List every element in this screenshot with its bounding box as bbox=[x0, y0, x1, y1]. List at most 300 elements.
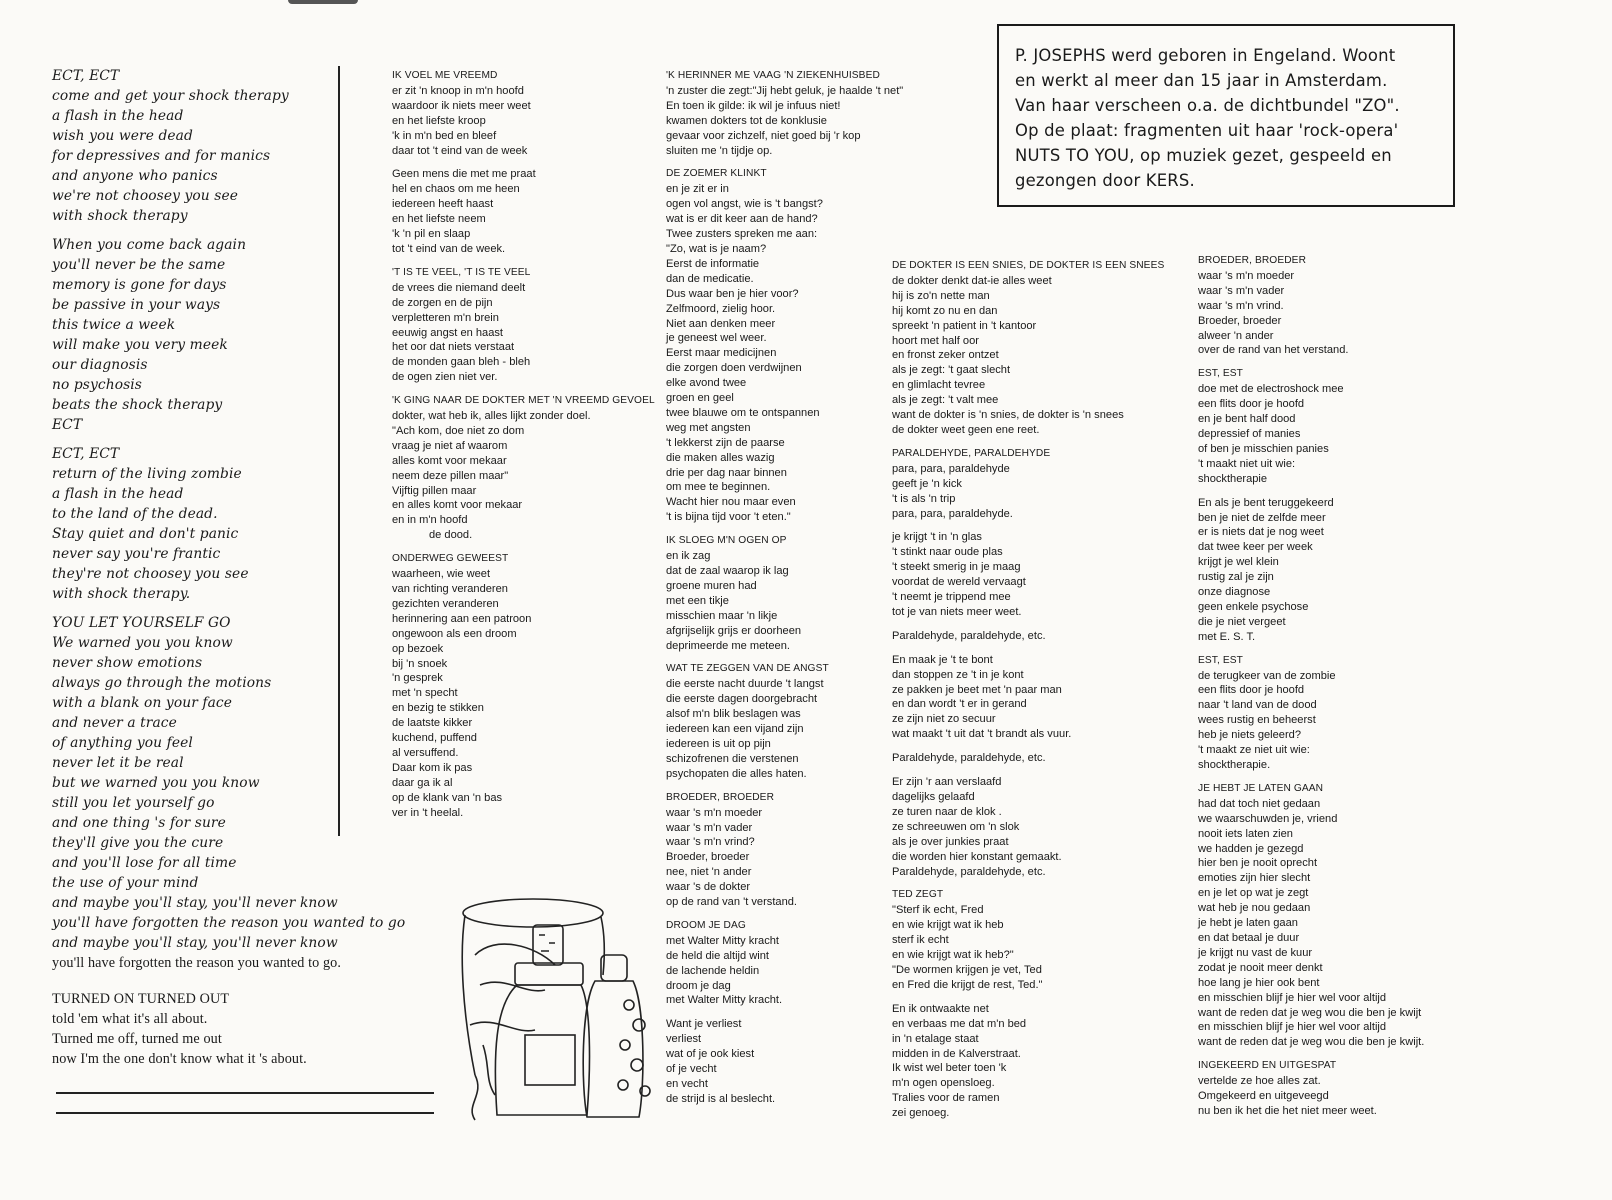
lyric-line: afgrijselijk grijs er doorheen bbox=[666, 624, 802, 637]
lyric-line: de monden gaan bleh - bleh bbox=[392, 356, 531, 369]
lyric-line: Broeder, broeder bbox=[666, 851, 750, 864]
lyric-line: gevaar voor zichzelf, niet goed bij 'r kop bbox=[666, 129, 861, 142]
lyric-line: alsof m'n blik beslagen was bbox=[666, 708, 801, 721]
lyric-line: geeft je 'n kick bbox=[892, 477, 962, 490]
lyric-line: de zorgen en de pijn bbox=[392, 296, 493, 309]
lyric-line: zei genoeg. bbox=[892, 1107, 950, 1120]
lyric-line: waar 's m'n moeder bbox=[1198, 269, 1295, 282]
lyric-line: ben je niet de zelfde meer bbox=[1198, 511, 1326, 524]
lyric-line: Ik wist wel beter toen 'k bbox=[892, 1062, 1007, 1075]
lyric-line: beats the shock therapy bbox=[52, 397, 223, 413]
lyric-line: of ben je misschien panies bbox=[1198, 442, 1329, 455]
lyric-line: 't is als 'n trip bbox=[892, 492, 956, 505]
lyric-line: kwamen dokters tot de konklusie bbox=[666, 114, 827, 127]
lyric-line: never show emotions bbox=[52, 655, 203, 671]
lyric-line: en je bent half dood bbox=[1198, 413, 1296, 426]
lyric-line: daar ga ik al bbox=[392, 776, 453, 789]
stanza bbox=[892, 888, 1222, 992]
lyric-line: Daar kom ik pas bbox=[392, 761, 473, 774]
lyric-line: hier ben je nooit oprecht bbox=[1198, 857, 1318, 870]
stanza-heading: EST, EST bbox=[1198, 654, 1243, 666]
lyric-line: always go through the motions bbox=[52, 675, 272, 691]
lyric-line: the use of your mind bbox=[52, 875, 199, 891]
lyric-line: de vrees die niemand deelt bbox=[392, 281, 526, 294]
bottom-rule bbox=[56, 1092, 434, 1094]
lyric-line: with shock therapy. bbox=[52, 586, 191, 602]
lyric-line: come and get your shock therapy bbox=[52, 88, 289, 104]
lyric-line: met een tikje bbox=[666, 594, 729, 607]
lyric-line: spreekt 'n patient in 't kantoor bbox=[892, 319, 1037, 332]
lyric-line: je krijgt 't in 'n glas bbox=[892, 531, 982, 544]
lyric-line: waar 's m'n vrind. bbox=[1198, 299, 1284, 312]
lyric-line: en misschien blijf je hier wel voor altijd bbox=[1198, 1021, 1387, 1034]
author-info-box bbox=[997, 24, 1455, 207]
lyric-line: never say you're frantic bbox=[52, 546, 221, 562]
stanza bbox=[52, 989, 472, 1069]
lyric-line: hij komt zo nu en dan bbox=[892, 304, 998, 317]
info-line: Op de plaat: fragmenten uit haar 'rock-opera' bbox=[1015, 121, 1399, 140]
lyric-line: Want je verliest bbox=[666, 1018, 742, 1031]
stanza-heading: 'T IS TE VEEL, 'T IS TE VEEL bbox=[392, 266, 531, 278]
lyric-line: over de rand van het verstand. bbox=[1198, 344, 1349, 357]
lyric-line: for depressives and for manics bbox=[52, 148, 271, 164]
lyric-line: de laatste kikker bbox=[392, 717, 473, 730]
lyric-line: een flits door je hoofd bbox=[1198, 684, 1305, 697]
lyric-line: and never a trace bbox=[52, 715, 177, 731]
lyric-line: de ogen zien niet ver. bbox=[392, 371, 498, 384]
lyric-line: they're not choosey you see bbox=[52, 566, 249, 582]
lyric-line: be passive in your ways bbox=[52, 297, 221, 313]
lyric-line: and anyone who panics bbox=[52, 168, 218, 184]
lyric-line: je hebt je laten gaan bbox=[1198, 917, 1298, 930]
info-line: P. JOSEPHS werd geboren in Engeland. Woont bbox=[1015, 46, 1396, 65]
stanza bbox=[392, 266, 662, 385]
stanza bbox=[892, 530, 1222, 619]
lyric-line: dat de zaal waarop ik lag bbox=[666, 565, 789, 577]
lyric-line: 'k in m'n bed en bleef bbox=[392, 129, 497, 142]
lyric-line: 't neemt je trippend mee bbox=[892, 591, 1011, 604]
lyric-line: wish you were dead bbox=[52, 128, 193, 144]
stanza-heading: BROEDER, BROEDER bbox=[1198, 255, 1307, 266]
lyric-line: elke avond twee bbox=[666, 377, 747, 390]
lyric-line: heb je niets geleerd? bbox=[1198, 729, 1302, 742]
lyric-line: en in m'n hoofd bbox=[392, 514, 468, 527]
stanza bbox=[1198, 496, 1498, 645]
lyric-line: en fronst zeker ontzet bbox=[892, 349, 999, 362]
lyric-line: we waarschuwden je, vriend bbox=[1198, 812, 1338, 825]
lyric-line: ogen vol angst, wie is 't bangst? bbox=[666, 198, 823, 211]
lyric-line: er is niets dat je nog weet bbox=[1198, 526, 1324, 539]
stanza-heading: IK VOEL ME VREEMD bbox=[392, 70, 498, 81]
lyric-line: our diagnosis bbox=[52, 357, 148, 373]
stanza-heading: 'K HERINNER ME VAAG 'N ZIEKENHUISBED bbox=[666, 70, 880, 81]
lyric-line: misschien maar 'n likje bbox=[666, 609, 778, 622]
lyric-line: en dan wordt 't er in gerand bbox=[892, 698, 1027, 711]
stanza bbox=[392, 69, 662, 158]
lyric-line: een flits door je hoofd bbox=[1198, 398, 1305, 411]
lyric-line: dokter, wat heb ik, alles lijkt zonder doel. bbox=[392, 410, 591, 423]
lyric-line: gezichten veranderen bbox=[392, 597, 499, 610]
info-line: gezongen door KERS. bbox=[1015, 171, 1195, 190]
lyric-line: die eerste dagen doorgebracht bbox=[666, 693, 818, 706]
lyric-line: waar 's de dokter bbox=[666, 881, 751, 894]
lyric-line: hoe lang je hier ook bent bbox=[1198, 976, 1320, 989]
lyric-line: twee blauwe om te ontspannen bbox=[666, 406, 820, 419]
lyric-line: iedereen is uit op pijn bbox=[666, 737, 771, 750]
dutch-lyrics-column-4 bbox=[1198, 254, 1498, 1128]
lyric-line: ze schreeuwen om 'n slok bbox=[892, 820, 1020, 833]
lyric-line: 'k 'n pil en slaap bbox=[392, 228, 471, 241]
lyric-line: dan stoppen ze 't in je kont bbox=[892, 668, 1024, 681]
lyric-line: herinnering aan een patroon bbox=[392, 612, 532, 625]
lyric-line: en je let op wat je zegt bbox=[1198, 887, 1309, 900]
lyric-line: no psychosis bbox=[52, 377, 142, 393]
lyric-line: en verbaas me dat m'n bed bbox=[892, 1017, 1027, 1030]
lyric-line: 'n gesprek bbox=[392, 672, 443, 685]
lyric-line: en dat betaal je duur bbox=[1198, 931, 1300, 944]
lyric-line: waar 's m'n vader bbox=[666, 821, 753, 834]
lyric-line: met E. S. T. bbox=[1198, 630, 1256, 643]
lyric-line: drie per dag naar binnen bbox=[666, 466, 787, 479]
lyric-line: we're not choosey you see bbox=[52, 188, 238, 204]
lyric-line: want de dokter is 'n snies, de dokter is 'n snees bbox=[892, 409, 1124, 422]
lyric-line: die je niet vergeet bbox=[1198, 615, 1286, 628]
lyric-line: Stay quiet and don't panic bbox=[52, 526, 239, 542]
stanza-heading: DE DOKTER IS EEN SNIES, DE DOKTER IS EEN SNEES bbox=[892, 260, 1165, 271]
lyric-line: a flash in the head bbox=[52, 108, 184, 124]
lyric-line: hel en chaos om me heen bbox=[392, 183, 520, 196]
lyric-line: now I'm the one don't know what it 's about. bbox=[52, 1051, 307, 1067]
lyric-line: en je zit er in bbox=[666, 183, 729, 196]
lyric-line: voordat de wereld vervaagt bbox=[892, 576, 1026, 589]
stanza bbox=[892, 775, 1222, 879]
lyric-line: wat is er dit keer aan de hand? bbox=[666, 213, 818, 226]
stanza-heading: DROOM JE DAG bbox=[666, 919, 746, 931]
lyric-line: en ik zag bbox=[666, 550, 711, 563]
lyric-line: bij 'n snoek bbox=[392, 657, 448, 670]
lyric-line: psychopaten die alles haten. bbox=[666, 767, 807, 780]
lyric-line: Eerst maar medicijnen bbox=[666, 347, 777, 360]
lyric-line: nee, niet 'n ander bbox=[666, 866, 752, 879]
lyric-line: groen en geel bbox=[666, 392, 734, 405]
lyric-line: 't maakt ze niet uit wie: bbox=[1198, 744, 1310, 757]
lyric-line: als je zegt: 't gaat slecht bbox=[892, 364, 1011, 377]
lyric-line: Wacht hier nou maar even bbox=[666, 496, 796, 509]
lyric-line: still you let yourself go bbox=[52, 795, 215, 811]
lyric-line: als je over junkies praat bbox=[892, 835, 1009, 848]
lyric-line: verliest bbox=[666, 1033, 702, 1046]
stanza-heading: 'K GING NAAR DE DOKTER MET 'N VREEMD GEVOEL bbox=[392, 395, 655, 407]
stanza-heading: TED ZEGT bbox=[892, 889, 944, 901]
medicine-bottles-drawing-icon bbox=[455, 895, 665, 1125]
lyric-line: never let it be real bbox=[52, 755, 184, 771]
lyric-line: told 'em what it's all about. bbox=[52, 1011, 208, 1027]
stanza-heading: TURNED ON TURNED OUT bbox=[52, 991, 230, 1007]
lyric-line: nooit iets laten zien bbox=[1198, 827, 1293, 840]
stanza-heading: PARALDEHYDE, PARALDEHYDE bbox=[892, 447, 1051, 459]
lyric-line: ze turen naar de klok . bbox=[892, 805, 1002, 818]
stanza-heading: EST, EST bbox=[1198, 368, 1243, 380]
lyric-line: depressief of manies bbox=[1198, 427, 1301, 440]
lyric-line: en bezig te stikken bbox=[392, 702, 484, 715]
lyric-line: 't maakt niet uit wie: bbox=[1198, 457, 1296, 470]
lyric-line: droom je dag bbox=[666, 979, 731, 992]
lyric-line: al versuffend. bbox=[392, 746, 459, 759]
lyric-line: En ik ontwaakte net bbox=[892, 1002, 989, 1015]
stanza bbox=[892, 751, 1222, 766]
lyric-line: alles komt voor mekaar bbox=[392, 454, 507, 467]
stanza bbox=[892, 629, 1222, 644]
lyric-line: het oor dat niets verstaat bbox=[392, 341, 515, 354]
lyric-line: sluiten me 'n tijdje op. bbox=[666, 144, 773, 157]
lyric-line: sterf ik echt bbox=[892, 934, 949, 947]
stanza bbox=[392, 552, 662, 820]
info-line: Van haar verscheen o.a. de dichtbundel "ZO". bbox=[1015, 96, 1400, 115]
lyric-line: de terugkeer van de zombie bbox=[1198, 669, 1336, 682]
lyric-line: shocktherapie bbox=[1198, 472, 1268, 485]
lyric-line: groene muren had bbox=[666, 579, 757, 592]
stanza-heading: BROEDER, BROEDER bbox=[666, 791, 775, 803]
lyric-line: of anything you feel bbox=[52, 735, 193, 751]
lyric-line: you'll have forgotten the reason you wanted to go. bbox=[52, 955, 342, 971]
lyric-line: want de reden dat je weg wou die ben je kwijt. bbox=[1198, 1036, 1425, 1049]
lyric-line: er zit 'n knoop in m'n hoofd bbox=[392, 84, 524, 97]
lyric-line: en het liefste neem bbox=[392, 213, 486, 226]
lyric-line: Dus waar ben je hier voor? bbox=[666, 287, 799, 300]
stanza bbox=[666, 69, 986, 158]
lyric-line: En als je bent teruggekeerd bbox=[1198, 496, 1334, 509]
lyric-line: Zelfmoord, zielig hoor. bbox=[666, 302, 776, 315]
lyric-line: de strijd is al beslecht. bbox=[666, 1092, 776, 1105]
lyric-line: dat twee keer per week bbox=[1198, 541, 1313, 554]
lyric-line: wat of je ook kiest bbox=[666, 1048, 755, 1061]
lyric-line: kuchend, puffend bbox=[392, 732, 477, 745]
lyric-line: die worden hier konstant gemaakt. bbox=[892, 850, 1062, 863]
lyric-line: 't steekt smerig in je maag bbox=[892, 561, 1021, 574]
lyric-line: ze pakken je beet met 'n paar man bbox=[892, 683, 1062, 696]
lyric-line: waar 's m'n moeder bbox=[666, 806, 763, 819]
lyric-line: wees rustig en beheerst bbox=[1198, 714, 1316, 727]
bottom-rule bbox=[56, 1112, 434, 1114]
dutch-lyrics-column-3 bbox=[892, 259, 1222, 1130]
lyric-line: verpletteren m'n brein bbox=[392, 311, 499, 324]
stanza bbox=[892, 653, 1222, 742]
lyric-line: 't lekkerst zijn de paarse bbox=[666, 436, 785, 449]
lyric-line: "Zo, wat is je naam? bbox=[666, 242, 767, 255]
lyric-line: van richting veranderen bbox=[392, 583, 508, 595]
lyric-line: naar 't land van de dood bbox=[1198, 699, 1317, 712]
column-divider bbox=[338, 66, 340, 836]
lyric-line: vraag je niet af waarom bbox=[392, 439, 508, 452]
lyric-line: nu ben ik het die het niet meer weet. bbox=[1198, 1104, 1377, 1117]
lyric-line: krijgt je wel klein bbox=[1198, 556, 1279, 569]
lyric-line: ze zijn niet zo secuur bbox=[892, 713, 996, 726]
lyric-line: but we warned you you know bbox=[52, 775, 260, 791]
lyric-line: "De wormen krijgen je vet, Ted bbox=[892, 963, 1042, 976]
stanza bbox=[892, 259, 1222, 438]
lyric-line: Tralies voor de ramen bbox=[892, 1092, 1000, 1105]
lyric-line: you'll never be the same bbox=[52, 257, 226, 273]
lyric-line: they'll give you the cure bbox=[52, 835, 224, 851]
lyric-line: tot je van niets meer weet. bbox=[892, 605, 1022, 618]
lyric-line: para, para, paraldehyde. bbox=[892, 507, 1013, 520]
lyric-line: wat maakt 't uit dat 't brandt als vuur. bbox=[892, 728, 1072, 741]
lyric-line: op de klank van 'n bas bbox=[392, 791, 503, 804]
lyric-line: doe met de electroshock mee bbox=[1198, 383, 1344, 396]
lyric-line: shocktherapie. bbox=[1198, 759, 1271, 771]
lyric-line: de dokter denkt dat-ie alles weet bbox=[892, 274, 1052, 287]
lyric-line: in 'n etalage staat bbox=[892, 1032, 979, 1045]
lyric-line: Eerst de informatie bbox=[666, 257, 760, 270]
lyric-line: with a blank on your face bbox=[52, 695, 233, 711]
lyric-line: YOU LET YOURSELF GO bbox=[52, 615, 231, 631]
lyric-line: dan de medicatie. bbox=[666, 272, 754, 285]
lyric-line: Paraldehyde, paraldehyde, etc. bbox=[892, 865, 1046, 878]
lyric-line: de lachende heldin bbox=[666, 964, 760, 977]
lyric-line: and maybe you'll stay, you'll never know bbox=[52, 935, 338, 951]
lyric-line: weg met angsten bbox=[666, 421, 751, 434]
stanza-heading: DE ZOEMER KLINKT bbox=[666, 168, 767, 180]
lyric-line: 't is bijna tijd voor 't eten." bbox=[666, 511, 791, 524]
lyric-line: We warned you you know bbox=[52, 635, 233, 651]
lyric-line: die eerste nacht duurde 't langst bbox=[666, 678, 824, 691]
lyric-line: Twee zusters spreken me aan: bbox=[666, 228, 818, 241]
lyric-line: je krijgt nu vast de kuur bbox=[1198, 946, 1313, 959]
lyric-line: en Fred die krijgt de rest, Ted." bbox=[892, 978, 1043, 991]
lyric-line: Niet aan denken meer bbox=[666, 317, 776, 330]
lyric-line: Broeder, broeder bbox=[1198, 314, 1282, 327]
lyric-line: and one thing 's for sure bbox=[52, 815, 226, 831]
lyric-line: When you come back again bbox=[52, 237, 247, 253]
lyric-line: you'll have forgotten the reason you wanted to go bbox=[52, 915, 406, 931]
lyric-line: en wie krijgt wat ik heb bbox=[892, 919, 1004, 932]
lyric-line: tot 't eind van de week. bbox=[392, 242, 506, 255]
lyric-line: om mee te beginnen. bbox=[666, 481, 771, 494]
lyric-line: Omgekeerd en uitgeveegd bbox=[1198, 1090, 1329, 1103]
lyric-line: en wie krijgt wat ik heb?" bbox=[892, 949, 1014, 962]
lyric-line: ver in 't heelal. bbox=[392, 806, 464, 819]
lyric-line: geen enkele psychose bbox=[1198, 600, 1309, 613]
lyric-line: daar tot 't eind van de week bbox=[392, 144, 528, 157]
lyric-line: als je zegt: 't valt mee bbox=[892, 394, 999, 407]
lyric-line: en vecht bbox=[666, 1078, 708, 1090]
lyric-line: En toen ik gilde: ik wil je infuus niet! bbox=[666, 99, 841, 112]
lyric-line: iedereen heeft haast bbox=[392, 198, 494, 211]
lyric-line: zodat je nooit meer denkt bbox=[1198, 961, 1323, 974]
stanza bbox=[1198, 367, 1498, 486]
stanza bbox=[392, 167, 662, 256]
lyric-line: this twice a week bbox=[52, 317, 176, 333]
lyric-line: had dat toch niet gedaan bbox=[1198, 797, 1321, 810]
lyric-line: je geneest wel weer. bbox=[666, 332, 767, 345]
lyric-line: op de rand van 't verstand. bbox=[666, 896, 798, 909]
stanza bbox=[1198, 1059, 1498, 1119]
stanza bbox=[392, 394, 662, 543]
lyric-line: ECT bbox=[52, 417, 83, 433]
lyric-line: ECT, ECT bbox=[52, 446, 120, 462]
lyric-line: hoort met half oor bbox=[892, 334, 979, 347]
lyric-line: alweer 'n ander bbox=[1198, 329, 1274, 342]
dutch-lyrics-column-1 bbox=[392, 69, 662, 830]
lyric-line: die maken alles wazig bbox=[666, 451, 775, 464]
lyric-line: onze diagnose bbox=[1198, 586, 1271, 599]
lyric-line: ECT, ECT bbox=[52, 68, 120, 84]
lyric-line: 't stinkt naar oude plas bbox=[892, 546, 1003, 559]
lyric-line: waarheen, wie weet bbox=[392, 568, 491, 581]
lyric-line: dagelijks gelaafd bbox=[892, 791, 975, 803]
lyric-line: want de reden dat je weg wou die ben je kwijt bbox=[1198, 1006, 1422, 1019]
lyric-line: En maak je 't te bont bbox=[892, 653, 993, 666]
lyric-line: of je vecht bbox=[666, 1063, 717, 1076]
lyric-line: para, para, paraldehyde bbox=[892, 462, 1010, 475]
lyric-line: emoties zijn hier slecht bbox=[1198, 872, 1311, 885]
lyric-line: midden in de Kalverstraat. bbox=[892, 1047, 1021, 1060]
lyric-line: eeuwig angst en haast bbox=[392, 326, 504, 339]
stanza-heading: ONDERWEG GEWEEST bbox=[392, 553, 509, 565]
lyric-line: 'n zuster die zegt:"Jij hebt geluk, je haalde 't net" bbox=[666, 84, 904, 97]
lyric-line: a flash in the head bbox=[52, 486, 184, 502]
lyric-line: Geen mens die met me praat bbox=[392, 168, 536, 181]
lyric-line: iedereen kan een vijand zijn bbox=[666, 723, 804, 736]
lyric-line: hij is zo'n nette man bbox=[892, 289, 990, 302]
lyric-line: "Sterf ik echt, Fred bbox=[892, 904, 984, 917]
info-line: en werkt al meer dan 15 jaar in Amsterdam. bbox=[1015, 71, 1388, 90]
lyric-line: Paraldehyde, paraldehyde, etc. bbox=[892, 629, 1046, 642]
lyric-line: Paraldehyde, paraldehyde, etc. bbox=[892, 752, 1046, 765]
lyric-line: to the land of the dead. bbox=[52, 506, 218, 522]
lyric-line: "Ach kom, doe niet zo dom bbox=[392, 424, 525, 437]
lyric-line: with shock therapy bbox=[52, 208, 188, 224]
lyric-line: deprimeerde me meteen. bbox=[666, 639, 790, 652]
lyric-line: rustig zal je zijn bbox=[1198, 571, 1274, 584]
stanza-heading: WAT TE ZEGGEN VAN DE ANGST bbox=[666, 663, 829, 675]
lyric-line: met Walter Mitty kracht. bbox=[666, 994, 783, 1007]
lyric-line: en misschien blijf je hier wel voor altijd bbox=[1198, 991, 1387, 1004]
lyric-line: vertelde ze hoe alles zat. bbox=[1198, 1075, 1321, 1088]
lyric-line: neem deze pillen maar" bbox=[392, 469, 509, 482]
lyric-line: die zorgen doen verdwijnen bbox=[666, 362, 802, 375]
lyric-line: Er zijn 'r aan verslaafd bbox=[892, 776, 1002, 789]
lyric-line: Turned me off, turned me out bbox=[52, 1031, 222, 1047]
lyric-line: we hadden je gezegd bbox=[1198, 842, 1304, 855]
lyric-line: Vijftig pillen maar bbox=[392, 484, 477, 497]
lyric-line: met 'n specht bbox=[392, 687, 458, 700]
lyric-line: waar 's m'n vrind? bbox=[666, 836, 755, 849]
stanza bbox=[1198, 782, 1498, 1050]
stanza bbox=[1198, 254, 1498, 358]
stanza bbox=[892, 447, 1222, 522]
lyric-line: en glimlacht tevree bbox=[892, 379, 986, 392]
lyric-line: de dokter weet geen ene reet. bbox=[892, 423, 1040, 436]
lyric-line: op bezoek bbox=[392, 642, 444, 655]
lyric-line: ongewoon als een droom bbox=[392, 627, 517, 640]
lyric-line: memory is gone for days bbox=[52, 277, 227, 293]
stanza-heading: IK SLOEG M'N OGEN OP bbox=[666, 535, 787, 547]
lyric-line: en het liefste kroop bbox=[392, 114, 486, 127]
lyric-line: en alles komt voor mekaar bbox=[392, 499, 523, 512]
stanza bbox=[1198, 654, 1498, 773]
lyric-line: de held die altijd wint bbox=[666, 949, 769, 962]
lyric-line: return of the living zombie bbox=[52, 466, 242, 482]
stanza-heading: INGEKEERD EN UITGESPAT bbox=[1198, 1060, 1337, 1072]
lyric-line: schizofrenen die verstenen bbox=[666, 752, 799, 765]
lyric-line: will make you very meek bbox=[52, 337, 228, 353]
info-line: NUTS TO YOU, op muziek gezet, gespeeld en bbox=[1015, 146, 1392, 165]
lyric-line: waar 's m'n vader bbox=[1198, 284, 1285, 297]
lyric-line: de dood. bbox=[392, 529, 473, 542]
page-edge-mark bbox=[288, 0, 358, 4]
lyric-line: and maybe you'll stay, you'll never know bbox=[52, 895, 338, 911]
